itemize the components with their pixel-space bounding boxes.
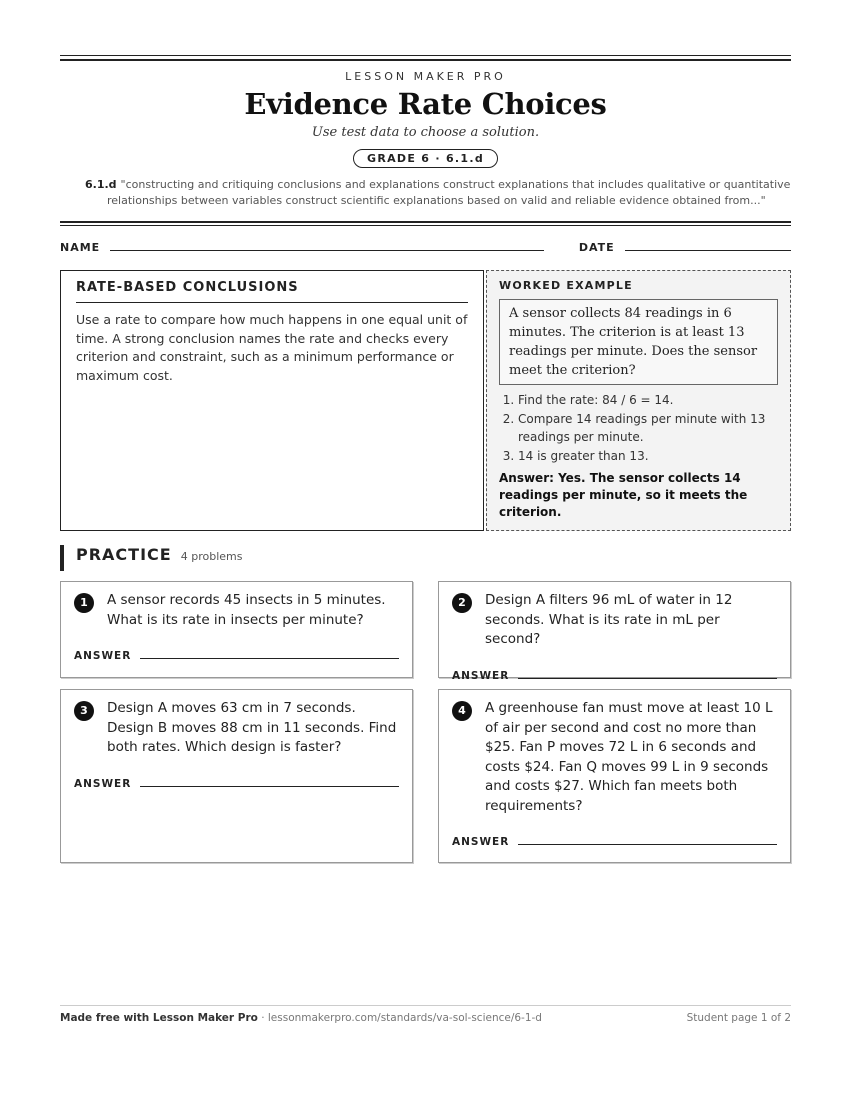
worked-step: 2. Compare 14 readings per minute with 13 readings per minute. — [518, 410, 778, 447]
concept-body: Use a rate to compare how much happens in one equal unit of time. A strong conclusion names the rate and checks every criterion and constraint, such as a minimum performance or maximum cost. — [76, 312, 468, 383]
brand-name: LESSON MAKER PRO — [345, 70, 506, 83]
worked-example-label: WORKED EXAMPLE — [499, 279, 633, 292]
worked-example-box — [486, 270, 791, 531]
footer-url[interactable]: · lessonmakerpro.com/standards/va-sol-science/6-1-d — [257, 1012, 542, 1024]
worked-example-answer: Answer: Yes. The sensor collects 14 readings per minute, so it meets the criterion. — [499, 471, 748, 519]
page-footer — [60, 1005, 791, 1024]
problem-number: 4 — [452, 701, 472, 721]
worked-example-problem: A sensor collects 84 readings in 6 minutes. The criterion is at least 13 readings per minute. Does the sensor meet the criterion? — [499, 299, 778, 385]
name-date-row — [60, 241, 791, 254]
footer-made-with: Made free with Lesson Maker Pro — [60, 1012, 258, 1024]
page-title: Evidence Rate Choices — [244, 87, 607, 121]
name-field[interactable] — [110, 249, 544, 251]
concept-heading: RATE-BASED CONCLUSIONS — [76, 280, 468, 303]
page-subtitle: Use test data to choose a solution. — [311, 125, 540, 140]
answer-line[interactable] — [140, 786, 399, 787]
problem-count: 4 problems — [180, 550, 243, 563]
top-rule — [60, 55, 791, 61]
worked-step: 3. 14 is greater than 13. — [518, 447, 778, 466]
grade-badge: GRADE 6 · 6.1.d — [353, 149, 498, 168]
worksheet-page — [60, 55, 791, 848]
problem-text: Design A moves 63 cm in 7 seconds. Design B moves 88 cm in 11 seconds. Find both rates. Which design is faster? — [107, 700, 397, 755]
problem-number: 2 — [452, 593, 472, 613]
standard-code: 6.1.d — [85, 178, 117, 191]
answer-row — [74, 650, 399, 662]
answer-label: ANSWER — [452, 836, 510, 848]
practice-header — [60, 545, 791, 571]
problem-number: 1 — [74, 593, 94, 613]
problem-text: A greenhouse fan must move at least 10 L of air per second and cost no more than $25. Fan P moves 72 L in 6 seconds and costs $24. Fan Q moves 99 L in 9 seconds and costs $27. Which fan meets both requirements? — [485, 700, 773, 814]
answer-label: ANSWER — [452, 669, 510, 682]
problem-text: Design A filters 96 mL of water in 12 seconds. What is its rate in mL per second? — [485, 592, 733, 647]
problem-text: A sensor records 45 insects in 5 minutes. What is its rate in insects per minute? — [107, 592, 386, 628]
date-field[interactable] — [625, 249, 791, 251]
answer-label: ANSWER — [74, 650, 132, 662]
standard-text: "constructing and critiquing conclusions and explanations construct explanations that includes qualitative or quantitative relationships between variables construct scientific explanations based on valid and reliable evidence obtained from..." — [107, 178, 791, 207]
practice-card-3 — [60, 689, 413, 863]
footer-page-number: Student page 1 of 2 — [686, 1012, 791, 1024]
date-label: DATE — [578, 241, 615, 254]
answer-line[interactable] — [518, 678, 777, 679]
practice-card-4 — [438, 689, 791, 863]
answer-line[interactable] — [518, 844, 777, 845]
practice-card-2 — [438, 581, 791, 682]
answer-row — [452, 670, 777, 682]
worked-example-steps — [499, 391, 778, 465]
footer-credit — [60, 1012, 542, 1024]
problem-number: 3 — [74, 701, 94, 721]
standard-description — [85, 177, 791, 209]
concept-box — [60, 270, 484, 531]
header-rule — [60, 221, 791, 226]
answer-row — [74, 778, 399, 790]
answer-label: ANSWER — [74, 777, 132, 790]
answer-line[interactable] — [140, 658, 399, 659]
answer-row — [452, 836, 777, 848]
worked-step: 1. Find the rate: 84 / 6 = 14. — [518, 391, 778, 410]
practice-card-1 — [60, 581, 413, 678]
name-label: NAME — [60, 241, 101, 254]
practice-heading: PRACTICE — [76, 545, 172, 564]
